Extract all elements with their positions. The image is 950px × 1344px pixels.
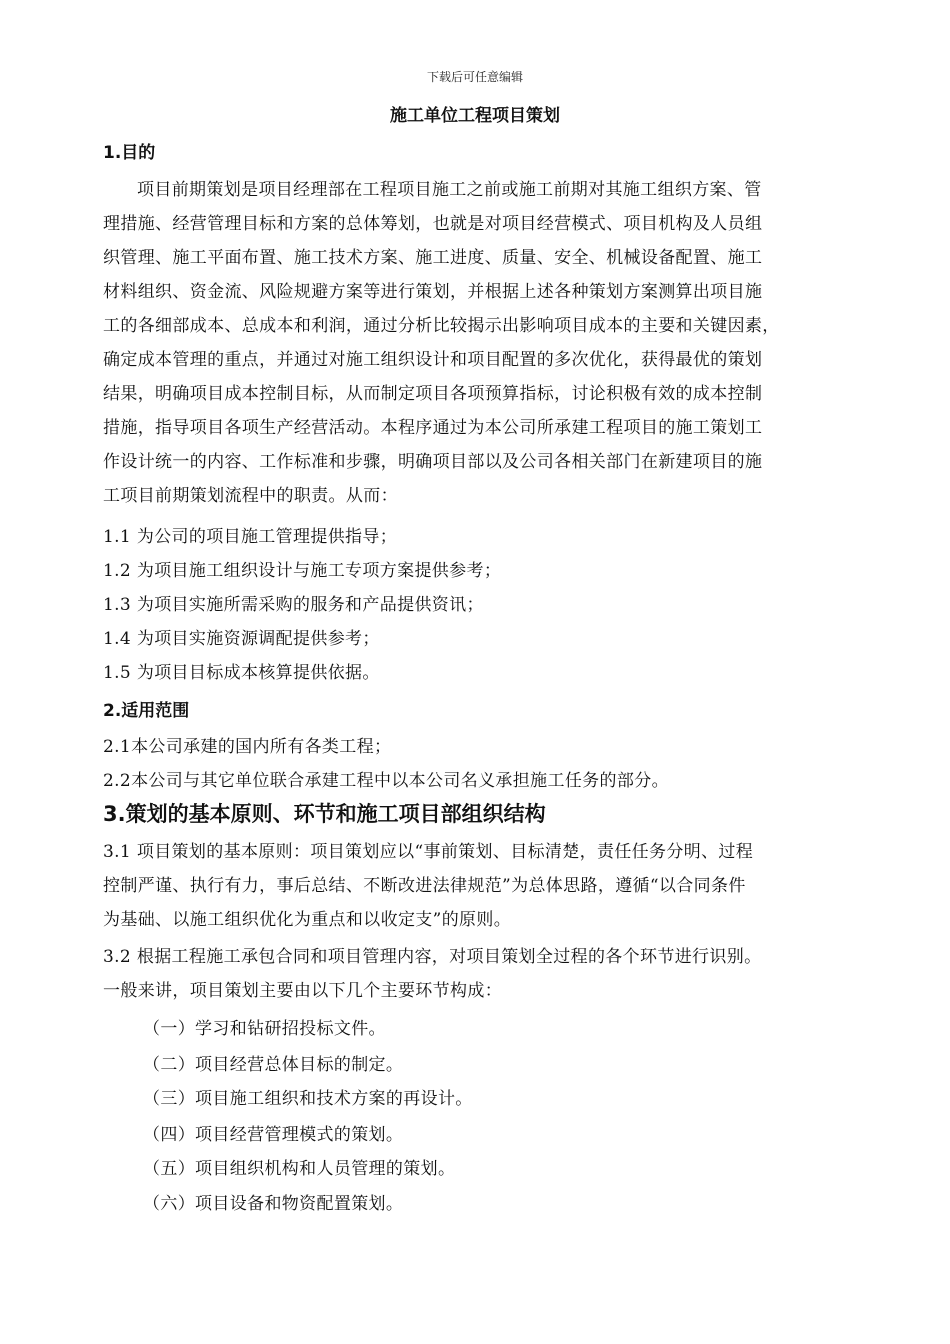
section-1-heading: 1.目的 bbox=[103, 143, 156, 163]
document-title: 施工单位工程项目策划 bbox=[390, 106, 560, 126]
list-item: 1.2 为项目施工组织设计与施工专项方案提供参考； bbox=[103, 561, 502, 581]
section-2-heading: 2.适用范围 bbox=[103, 701, 190, 721]
paragraph-line: 控制严谨、执行有力，事后总结、不断改进法律规范”为总体思路，遵循“以合同条件 bbox=[103, 876, 746, 896]
list-item: 2.2本公司与其它单位联合承建工程中以本公司名义承担施工任务的部分。 bbox=[103, 771, 669, 791]
list-item: 1.4 为项目实施资源调配提供参考； bbox=[103, 629, 380, 649]
paragraph-line: 3.1 项目策划的基本原则：项目策划应以“事前策划、目标清楚，责任任务分明、过程 bbox=[103, 842, 754, 862]
step-item: （二）项目经营总体目标的制定。 bbox=[143, 1055, 404, 1075]
paragraph-line: 3.2 根据工程施工承包合同和项目管理内容，对项目策划全过程的各个环节进行识别。 bbox=[103, 947, 762, 967]
step-item: （四）项目经营管理模式的策划。 bbox=[143, 1125, 404, 1145]
list-item: 1.3 为项目实施所需采购的服务和产品提供资讯； bbox=[103, 595, 484, 615]
paragraph-line: 措施，指导项目各项生产经营活动。本程序通过为本公司所承建工程项目的施工策划工 bbox=[103, 418, 763, 438]
paragraph-line: 项目前期策划是项目经理部在工程项目施工之前或施工前期对其施工组织方案、管 bbox=[137, 180, 762, 200]
paragraph-line: 作设计统一的内容、工作标准和步骤，明确项目部以及公司各相关部门在新建项目的施 bbox=[103, 452, 763, 472]
step-item: （六）项目设备和物资配置策划。 bbox=[143, 1194, 404, 1214]
paragraph-line: 工项目前期策划流程中的职责。从而： bbox=[103, 486, 398, 506]
step-item: （五）项目组织机构和人员管理的策划。 bbox=[143, 1159, 456, 1179]
section-3-heading: 3.策划的基本原则、环节和施工项目部组织结构 bbox=[103, 802, 546, 826]
paragraph-line: 一般来讲，项目策划主要由以下几个主要环节构成： bbox=[103, 981, 503, 1001]
paragraph-line: 确定成本管理的重点，并通过对施工组织设计和项目配置的多次优化，获得最优的策划 bbox=[103, 350, 763, 370]
list-item: 2.1本公司承建的国内所有各类工程； bbox=[103, 737, 392, 757]
list-item: 1.1 为公司的项目施工管理提供指导； bbox=[103, 527, 398, 547]
step-item: （三）项目施工组织和技术方案的再设计。 bbox=[143, 1089, 473, 1109]
paragraph-line: 理措施、经营管理目标和方案的总体筹划，也就是对项目经营模式、项目机构及人员组 bbox=[103, 214, 763, 234]
list-item: 1.5 为项目目标成本核算提供依据。 bbox=[103, 663, 380, 683]
paragraph-line: 材料组织、资金流、风险规避方案等进行策划，并根据上述各种策划方案测算出项目施 bbox=[103, 282, 763, 302]
paragraph-line: 为基础、以施工组织优化为重点和以收定支”的原则。 bbox=[103, 910, 512, 930]
paragraph-line: 织管理、施工平面布置、施工技术方案、施工进度、质量、安全、机械设备配置、施工 bbox=[103, 248, 763, 268]
step-item: （一）学习和钻研招投标文件。 bbox=[143, 1019, 386, 1039]
header-note: 下载后可任意编辑 bbox=[426, 70, 523, 84]
paragraph-line: 工的各细部成本、总成本和利润，通过分析比较揭示出影响项目成本的主要和关键因素， bbox=[103, 316, 780, 336]
paragraph-line: 结果，明确项目成本控制目标，从而制定项目各项预算指标，讨论积极有效的成本控制 bbox=[103, 384, 763, 404]
